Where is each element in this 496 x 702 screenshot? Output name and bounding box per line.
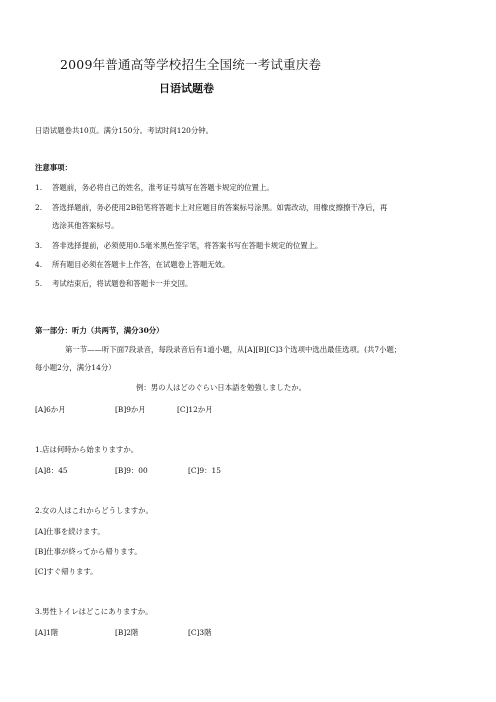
question-3-options xyxy=(35,627,212,638)
option-a: [A]8：45 xyxy=(35,466,68,475)
option-a: [A]6か月 xyxy=(35,405,66,414)
note-item xyxy=(35,202,387,213)
note-number: 2. xyxy=(35,203,43,212)
note-text: 答选择题前，务必使用2B铅笔将答题卡上对应题目的答案标号涂黑。如需改动，用橡皮擦擦干净后，再 xyxy=(52,203,388,212)
intro-text: 日语试题卷共10页。满分150分。考试时间120分钟。 xyxy=(35,126,214,135)
exam-title: 2009年普通高等学校招生全国统一考试重庆卷 xyxy=(60,57,322,72)
note-number: 3. xyxy=(35,241,43,250)
note-text: 答非选择提前，必须使用0.5毫米黑色签字笔，将答案书写在答题卡规定的位置上。 xyxy=(52,241,323,250)
question-3: 3.男性トイレはどこにありますか。 xyxy=(35,607,153,616)
note-number: 4. xyxy=(35,260,43,269)
option-b: [B]9か月 xyxy=(115,405,146,414)
note-text: 考试结束后，将试题卷和答题卡一并交回。 xyxy=(52,279,193,288)
note-text: 答题前，务必将自己的姓名，准考证号填写在答题卡规定的位置上。 xyxy=(52,183,274,192)
example-question: 例：男の人はどのぐらい日本語を勉強しましたか。 xyxy=(136,383,306,392)
note-item xyxy=(35,182,274,193)
note-item xyxy=(35,240,322,251)
example-options xyxy=(35,404,213,415)
option-c: [C]すぐ帰ります。 xyxy=(35,567,98,576)
part1-instruction-cont: 每小题2分，满分14分） xyxy=(35,363,116,372)
note-item xyxy=(35,278,192,289)
option-c: [C]12か月 xyxy=(177,405,213,414)
note-number: 1. xyxy=(35,183,43,192)
question-1-options xyxy=(35,465,221,476)
option-a: [A]仕事を続けます。 xyxy=(35,527,105,536)
part1-instruction: 第一节——听下面7段录音，每段录音后有1道小题，从[A][B][C]3个选项中选出最佳选项。(共7小题； xyxy=(65,345,402,354)
option-b: [B]9：00 xyxy=(115,466,148,475)
option-c: [C]9：15 xyxy=(188,466,221,475)
part1-heading: 第一部分：听力（共两节，满分30分） xyxy=(35,326,164,335)
note-number: 5. xyxy=(35,279,43,288)
note-item xyxy=(35,259,229,270)
option-b: [B]仕事が終ってから帰ります。 xyxy=(35,547,142,556)
exam-subtitle: 日语试题卷 xyxy=(159,82,214,95)
question-2: 2.女の人はこれからどうしますか。 xyxy=(35,506,153,515)
notes-heading: 注意事项： xyxy=(35,163,72,172)
note-text: 所有题目必须在答题卡上作答，在试题卷上答题无效。 xyxy=(52,260,230,269)
option-b: [B]2階 xyxy=(115,628,139,637)
note-continuation: 选涂其他答案标号。 xyxy=(52,221,119,230)
question-1: 1.店は何時から始まりますか。 xyxy=(35,445,139,454)
option-c: [C]3階 xyxy=(188,628,212,637)
option-a: [A]1階 xyxy=(35,628,59,637)
